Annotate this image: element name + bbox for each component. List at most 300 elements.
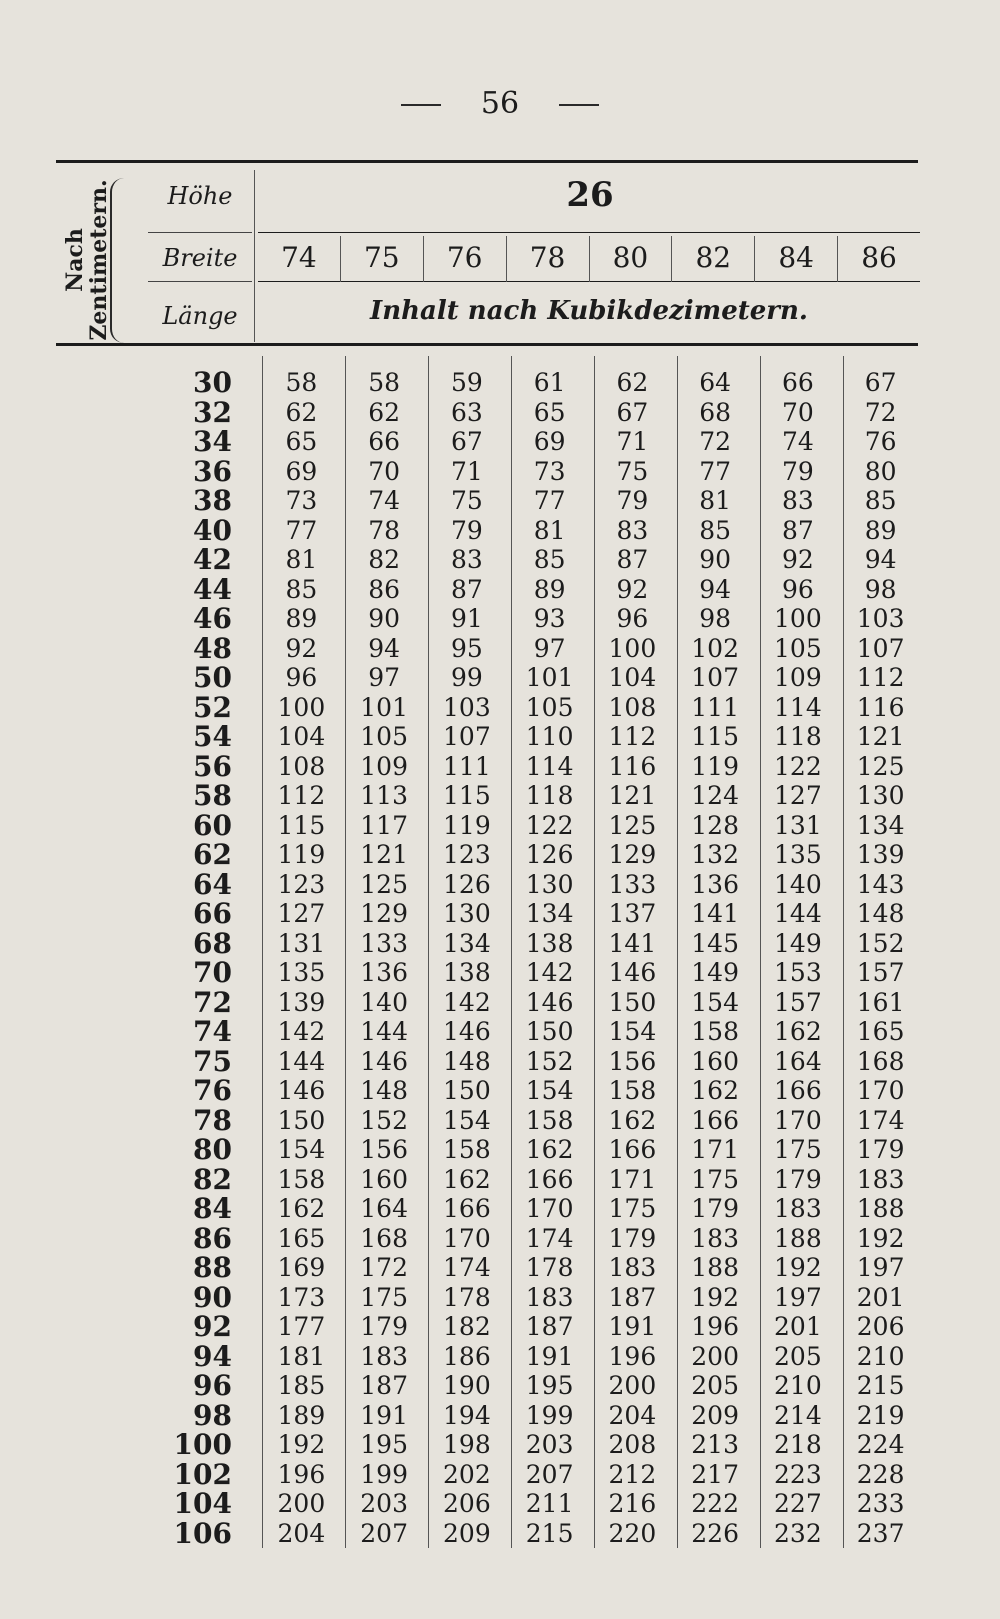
volume-cell: 203 — [525, 1430, 574, 1459]
volume-cell: 114 — [525, 751, 574, 781]
volume-cell: 142 — [277, 1017, 326, 1046]
length-cell: 54 — [193, 720, 232, 753]
volume-cell: 179 — [774, 1164, 822, 1194]
volume-cell: 121 — [360, 840, 408, 869]
volume-cell: 133 — [360, 928, 408, 958]
volume-cell: 175 — [691, 1164, 739, 1194]
volume-cell: 148 — [443, 1046, 491, 1076]
volume-cell: 233 — [856, 1489, 905, 1518]
volume-cell: 96 — [616, 604, 649, 633]
table-row — [160, 988, 922, 1018]
table-row — [160, 1224, 922, 1254]
volume-cell: 134 — [525, 899, 574, 928]
volume-cell: 162 — [691, 1076, 739, 1105]
table-row — [160, 1194, 922, 1224]
volume-cell: 194 — [443, 1400, 491, 1430]
volume-cell: 139 — [856, 840, 905, 869]
volume-cell: 164 — [774, 1046, 822, 1076]
length-cell: 96 — [193, 1369, 232, 1402]
volume-cell: 94 — [368, 633, 401, 663]
volume-cell: 66 — [368, 427, 401, 456]
volume-cell: 93 — [533, 604, 566, 633]
volume-cell: 103 — [443, 692, 491, 722]
volume-cell: 206 — [443, 1489, 491, 1518]
length-cell: 74 — [193, 1015, 232, 1048]
volume-cell: 134 — [443, 928, 491, 958]
volume-cell: 115 — [443, 781, 491, 810]
volume-cell: 146 — [443, 1017, 491, 1046]
volume-cell: 189 — [277, 1400, 326, 1430]
volume-cell: 186 — [443, 1341, 491, 1371]
volume-cell: 198 — [443, 1430, 491, 1459]
volume-cell: 126 — [443, 869, 491, 899]
volume-cell: 89 — [864, 515, 897, 545]
volume-cell: 200 — [277, 1489, 326, 1518]
volume-cell: 144 — [774, 899, 822, 928]
volume-cell: 154 — [525, 1076, 574, 1105]
volume-cell: 70 — [368, 456, 401, 486]
volume-cell: 146 — [360, 1046, 408, 1076]
length-cell: 42 — [193, 543, 232, 576]
volume-cell: 168 — [856, 1046, 905, 1076]
volume-cell: 135 — [774, 840, 822, 869]
volume-cell: 237 — [856, 1518, 905, 1548]
volume-cell: 188 — [691, 1253, 739, 1282]
volume-cell: 190 — [443, 1371, 491, 1400]
volume-cell: 141 — [691, 899, 739, 928]
length-cell: 56 — [193, 749, 232, 783]
length-cell: 75 — [193, 1044, 232, 1078]
volume-cell: 162 — [277, 1194, 326, 1223]
volume-cell: 187 — [525, 1312, 574, 1341]
volume-cell: 200 — [608, 1371, 657, 1400]
volume-cell: 107 — [691, 663, 739, 692]
volume-cell: 196 — [608, 1341, 657, 1371]
volume-cell: 207 — [360, 1518, 408, 1548]
volume-cell: 152 — [525, 1046, 574, 1076]
volume-cell: 85 — [864, 486, 897, 515]
side-label-line-2: Zentimetern. — [86, 179, 112, 341]
volume-cell: 228 — [856, 1459, 905, 1489]
volume-cell: 174 — [443, 1253, 491, 1282]
volume-cell: 131 — [277, 928, 326, 958]
volume-cell: 99 — [450, 663, 483, 692]
volume-cell: 129 — [608, 840, 657, 869]
volume-cell: 127 — [277, 899, 326, 928]
table-row — [160, 1489, 922, 1519]
volume-cell: 142 — [525, 958, 574, 987]
volume-cell: 66 — [781, 368, 814, 397]
volume-cell: 140 — [774, 869, 822, 899]
volume-cell: 117 — [360, 810, 408, 840]
volume-cell: 210 — [856, 1341, 905, 1371]
length-cell: 80 — [193, 1133, 232, 1166]
volume-cell: 199 — [360, 1459, 408, 1489]
volume-cell: 179 — [856, 1135, 905, 1164]
volume-cell: 183 — [856, 1164, 905, 1194]
length-cell: 52 — [193, 690, 232, 724]
volume-cell: 118 — [525, 781, 574, 810]
length-cell: 84 — [193, 1192, 232, 1225]
volume-cell: 79 — [616, 486, 649, 515]
volume-cell: 218 — [774, 1430, 822, 1459]
volume-cell: 150 — [277, 1105, 326, 1135]
volume-cell: 156 — [360, 1135, 408, 1164]
volume-cell: 131 — [774, 810, 822, 840]
volume-cell: 171 — [608, 1164, 657, 1194]
volume-cell: 223 — [774, 1459, 822, 1489]
volume-cell: 154 — [691, 987, 739, 1017]
volume-cell: 141 — [608, 928, 657, 958]
volume-cell: 127 — [774, 781, 822, 810]
table-row — [160, 427, 922, 457]
volume-cell: 72 — [864, 397, 897, 427]
table-row — [160, 1047, 922, 1077]
width-cell: 80 — [590, 236, 673, 282]
volume-cell: 178 — [443, 1282, 491, 1312]
volume-cell: 71 — [450, 456, 483, 486]
volume-cell: 81 — [699, 486, 732, 515]
table-row — [160, 1135, 922, 1165]
table-row — [160, 693, 922, 723]
volume-cell: 65 — [285, 427, 318, 456]
volume-cell: 196 — [277, 1459, 326, 1489]
volume-cell: 62 — [368, 397, 401, 427]
header-separator-1 — [148, 232, 252, 233]
volume-cell: 83 — [781, 486, 814, 515]
volume-cell: 97 — [533, 633, 566, 663]
table-row — [160, 870, 922, 900]
volume-cell: 100 — [277, 692, 326, 722]
volume-cell: 172 — [360, 1253, 408, 1282]
volume-cell: 197 — [774, 1282, 822, 1312]
table-row — [160, 929, 922, 959]
volume-cell: 79 — [450, 515, 483, 545]
volume-cell: 96 — [285, 663, 318, 692]
volume-cell: 143 — [856, 869, 905, 899]
volume-cell: 94 — [699, 574, 732, 604]
volume-cell: 73 — [533, 456, 566, 486]
volume-cell: 144 — [277, 1046, 326, 1076]
volume-cell: 75 — [616, 456, 649, 486]
volume-cell: 130 — [443, 899, 491, 928]
volume-cell: 158 — [691, 1017, 739, 1046]
volume-cell: 104 — [608, 663, 657, 692]
volume-cell: 149 — [774, 928, 822, 958]
length-cell: 106 — [173, 1516, 232, 1550]
length-cell: 34 — [193, 425, 232, 458]
volume-cell: 116 — [608, 751, 657, 781]
width-header-row — [258, 236, 920, 282]
volume-cell: 105 — [360, 722, 408, 751]
table-row — [160, 1283, 922, 1313]
volume-cell: 213 — [691, 1430, 739, 1459]
volume-cell: 126 — [525, 840, 574, 869]
volume-cell: 70 — [781, 397, 814, 427]
volume-cell: 119 — [691, 751, 739, 781]
volume-cell: 170 — [856, 1076, 905, 1105]
width-cell: 82 — [672, 236, 755, 282]
volume-cell: 87 — [450, 574, 483, 604]
length-cell: 60 — [193, 808, 232, 842]
volume-cell: 192 — [691, 1282, 739, 1312]
volume-cell: 68 — [699, 397, 732, 427]
length-cell: 58 — [193, 779, 232, 812]
volume-cell: 152 — [856, 928, 905, 958]
volume-cell: 107 — [443, 722, 491, 751]
volume-cell: 153 — [774, 958, 822, 987]
volume-cell: 81 — [285, 545, 318, 574]
volume-cell: 154 — [443, 1105, 491, 1135]
width-cell: 78 — [507, 236, 590, 282]
volume-cell: 170 — [774, 1105, 822, 1135]
table-row — [160, 752, 922, 782]
volume-cell: 191 — [360, 1400, 408, 1430]
volume-cell: 85 — [699, 515, 732, 545]
volume-cell: 166 — [691, 1105, 739, 1135]
table-row — [160, 1371, 922, 1401]
header-divider — [254, 170, 255, 342]
volume-cell: 118 — [774, 722, 822, 751]
volume-cell: 148 — [360, 1076, 408, 1105]
volume-cell: 67 — [864, 368, 897, 397]
volume-cell: 64 — [699, 368, 732, 397]
length-cell: 102 — [173, 1457, 232, 1491]
volume-cell: 125 — [360, 869, 408, 899]
volume-cell: 165 — [856, 1017, 905, 1046]
volume-cell: 121 — [856, 722, 905, 751]
volume-cell: 123 — [443, 840, 491, 869]
volume-cell: 69 — [285, 456, 318, 486]
volume-cell: 97 — [368, 663, 401, 692]
volume-cell: 74 — [781, 427, 814, 456]
volume-cell: 119 — [443, 810, 491, 840]
volume-cell: 87 — [616, 545, 649, 574]
table-row — [160, 840, 922, 870]
volume-cell: 90 — [699, 545, 732, 574]
table-row — [160, 811, 922, 841]
volume-cell: 101 — [525, 663, 574, 692]
volume-cell: 142 — [443, 987, 491, 1017]
volume-cell: 113 — [360, 781, 408, 810]
volume-cell: 137 — [608, 899, 657, 928]
height-row-rule — [258, 232, 920, 233]
volume-cell: 78 — [368, 515, 401, 545]
length-cell: 100 — [173, 1428, 232, 1461]
volume-cell: 119 — [277, 840, 326, 869]
volume-cell: 108 — [277, 751, 326, 781]
width-cell: 76 — [424, 236, 507, 282]
volume-cell: 111 — [443, 751, 491, 781]
volume-cell: 138 — [443, 958, 491, 987]
length-label: Länge — [162, 302, 238, 330]
volume-cell: 175 — [608, 1194, 657, 1223]
length-cell: 66 — [193, 897, 232, 930]
volume-cell: 188 — [856, 1194, 905, 1223]
volume-cell: 101 — [360, 692, 408, 722]
volume-cell: 134 — [856, 810, 905, 840]
volume-cell: 187 — [360, 1371, 408, 1400]
volume-cell: 212 — [608, 1459, 657, 1489]
length-cell: 94 — [193, 1339, 232, 1373]
volume-cell: 150 — [443, 1076, 491, 1105]
volume-cell: 63 — [450, 397, 483, 427]
volume-cell: 91 — [450, 604, 483, 633]
volume-cell: 185 — [277, 1371, 326, 1400]
volume-cell: 149 — [691, 958, 739, 987]
volume-cell: 146 — [277, 1076, 326, 1105]
table-row — [160, 1253, 922, 1283]
volume-cell: 216 — [608, 1489, 657, 1518]
volume-cell: 79 — [781, 456, 814, 486]
width-cell: 84 — [755, 236, 838, 282]
volume-cell: 150 — [608, 987, 657, 1017]
volume-cell: 82 — [368, 545, 401, 574]
volume-cell: 115 — [691, 722, 739, 751]
volume-cell: 77 — [285, 515, 318, 545]
volume-cell: 92 — [781, 545, 814, 574]
volume-cell: 166 — [774, 1076, 822, 1105]
volume-cell: 227 — [774, 1489, 822, 1518]
table-row — [160, 1519, 922, 1549]
volume-cell: 115 — [277, 810, 326, 840]
volume-cell: 156 — [608, 1046, 657, 1076]
volume-cell: 181 — [277, 1341, 326, 1371]
table-row — [160, 1312, 922, 1342]
volume-cell: 89 — [285, 604, 318, 633]
volume-cell: 191 — [525, 1341, 574, 1371]
volume-cell: 207 — [525, 1459, 574, 1489]
volume-cell: 199 — [525, 1400, 574, 1430]
volume-cell: 58 — [285, 368, 318, 397]
width-cell: 74 — [258, 236, 341, 282]
volume-cell: 87 — [781, 515, 814, 545]
length-cell: 48 — [193, 631, 232, 665]
volume-cell: 61 — [533, 368, 566, 397]
volume-cell: 92 — [285, 633, 318, 663]
volume-cell: 215 — [856, 1371, 905, 1400]
volume-cell: 104 — [277, 722, 326, 751]
volume-cell: 105 — [774, 633, 822, 663]
volume-cell: 162 — [525, 1135, 574, 1164]
table-row — [160, 634, 922, 664]
volume-cell: 174 — [856, 1105, 905, 1135]
volume-cell: 209 — [691, 1400, 739, 1430]
volume-cell: 206 — [856, 1312, 905, 1341]
height-label: Höhe — [167, 182, 233, 210]
volume-cell: 140 — [360, 987, 408, 1017]
volume-cell: 107 — [856, 633, 905, 663]
volume-cell: 100 — [774, 604, 822, 633]
volume-cell: 145 — [691, 928, 739, 958]
volume-cell: 132 — [691, 840, 739, 869]
volume-cell: 195 — [360, 1430, 408, 1459]
volume-cell: 103 — [856, 604, 905, 633]
table-row — [160, 1017, 922, 1047]
length-cell: 36 — [193, 454, 232, 488]
page-number-dash-right — [559, 104, 599, 106]
volume-cell: 114 — [774, 692, 822, 722]
volume-cell: 188 — [774, 1223, 822, 1253]
volume-cell: 158 — [443, 1135, 491, 1164]
volume-cell: 182 — [443, 1312, 491, 1341]
volume-cell: 136 — [360, 958, 408, 987]
length-cell: 76 — [193, 1074, 232, 1107]
volume-cell: 85 — [533, 545, 566, 574]
volume-cell: 96 — [781, 574, 814, 604]
volume-cell: 222 — [691, 1489, 739, 1518]
volume-cell: 154 — [608, 1017, 657, 1046]
volume-cell: 62 — [616, 368, 649, 397]
volume-cell: 183 — [608, 1253, 657, 1282]
volume-cell: 175 — [774, 1135, 822, 1164]
content-caption: Inhalt nach Kubikdezimetern. — [370, 296, 808, 326]
volume-cell: 133 — [608, 869, 657, 899]
volume-cell: 191 — [608, 1312, 657, 1341]
volume-cell: 192 — [856, 1223, 905, 1253]
volume-cell: 105 — [525, 692, 574, 722]
volume-cell: 219 — [856, 1400, 905, 1430]
length-cell: 68 — [193, 926, 232, 960]
table-row — [160, 1342, 922, 1372]
volume-cell: 170 — [443, 1223, 491, 1253]
volume-cell: 158 — [525, 1105, 574, 1135]
volume-cell: 130 — [856, 781, 905, 810]
volume-cell: 204 — [608, 1400, 657, 1430]
volume-cell: 208 — [608, 1430, 657, 1459]
table-row — [160, 781, 922, 811]
volume-cell: 179 — [608, 1223, 657, 1253]
top-rule — [56, 160, 918, 163]
volume-cell: 201 — [774, 1312, 822, 1341]
volume-cell: 116 — [856, 692, 905, 722]
volume-cell: 177 — [277, 1312, 326, 1341]
volume-cell: 124 — [691, 781, 739, 810]
volume-cell: 173 — [277, 1282, 326, 1312]
length-cell: 64 — [193, 867, 232, 901]
volume-cell: 83 — [450, 545, 483, 574]
table-row — [160, 899, 922, 929]
length-cell: 50 — [193, 661, 232, 694]
table-row — [160, 457, 922, 487]
volume-cell: 162 — [443, 1164, 491, 1194]
volume-cell: 160 — [360, 1164, 408, 1194]
volume-cell: 67 — [616, 397, 649, 427]
volume-cell: 86 — [368, 574, 401, 604]
table-row — [160, 486, 922, 516]
volume-cell: 146 — [525, 987, 574, 1017]
side-brace — [110, 178, 126, 343]
volume-cell: 166 — [525, 1164, 574, 1194]
volume-cell: 232 — [774, 1518, 822, 1548]
volume-cell: 121 — [608, 781, 657, 810]
volume-cell: 201 — [856, 1282, 905, 1312]
table-row — [160, 1106, 922, 1136]
volume-cell: 170 — [525, 1194, 574, 1223]
page-number-dash-left — [401, 104, 441, 106]
volume-cell: 215 — [525, 1518, 574, 1548]
page-number-text: 56 — [480, 86, 520, 121]
length-cell: 92 — [193, 1310, 232, 1343]
length-cell: 82 — [193, 1162, 232, 1196]
height-value: 26 — [566, 175, 614, 215]
volume-cell: 112 — [608, 722, 657, 751]
volume-cell: 130 — [525, 869, 574, 899]
volume-cell: 95 — [450, 633, 483, 663]
length-cell: 104 — [173, 1487, 232, 1520]
volume-cell: 171 — [691, 1135, 739, 1164]
volume-cell: 220 — [608, 1518, 657, 1548]
